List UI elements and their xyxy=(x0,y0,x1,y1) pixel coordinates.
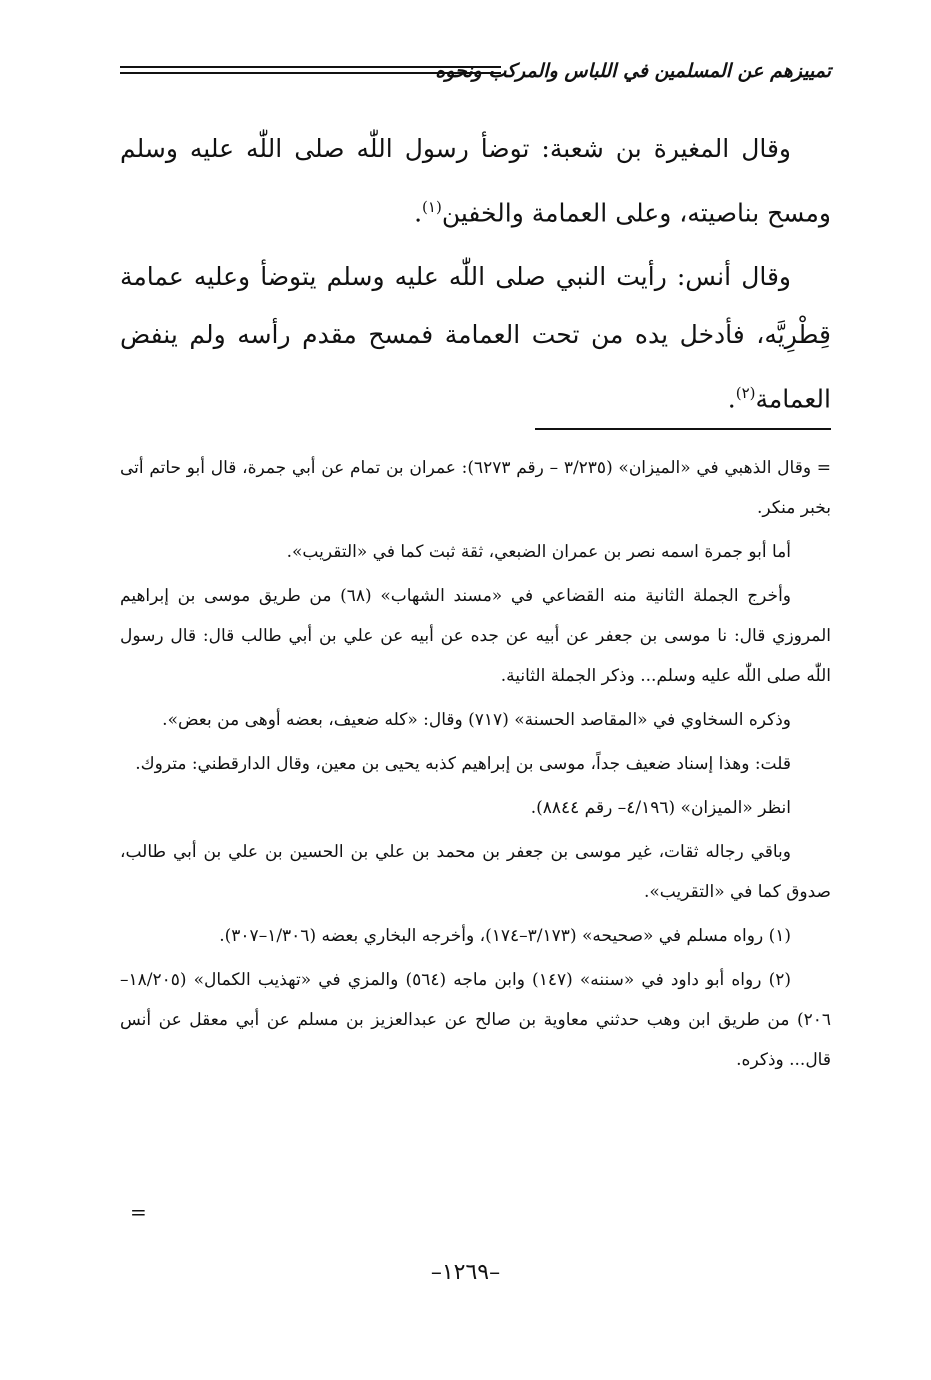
footnote-ref-2[interactable]: (٢) xyxy=(735,384,756,403)
continuation-mark: = xyxy=(130,1200,147,1224)
footnote-continued-4: وذكره السخاوي في «المقاصد الحسنة» (٧١٧) وقال: «كله ضعيف، بعضه أوهى من بعض». xyxy=(162,710,791,730)
footnotes xyxy=(120,448,831,1084)
page-number: –١٢٦٩– xyxy=(430,1260,501,1285)
footnote-continued-1: = وقال الذهبي في «الميزان» (٣/٢٣٥ – رقم ٦٢٧٣): عمران بن تمام عن أبي جمرة، قال أبو حاتم أتى بخبر منكر. xyxy=(120,458,831,518)
paragraph-1-end: . xyxy=(414,198,423,228)
running-header xyxy=(120,58,831,88)
paragraph-2-text: وقال أنس: رأيت النبي صلى اللّٰه عليه وسلم يتوضأ وعليه عمامة قِطْرِيَّه، فأدخل يده من تحت العمامة فمسح مقدم رأسه ولم ينفض العمامة xyxy=(120,262,831,414)
footnote-continued-7: وباقي رجاله ثقات، غير موسى بن جعفر بن محمد بن علي بن الحسين بن علي بن أبي طالب، صدوق كما في «التقريب». xyxy=(120,842,831,902)
footnote-continued-2: أما أبو جمرة اسمه نصر بن عمران الضبعي، ثقة ثبت كما في «التقريب». xyxy=(286,542,791,562)
paragraph-2 xyxy=(120,248,831,428)
footnote-ref-1[interactable]: (١) xyxy=(422,198,442,216)
footnote-continued-6: انظر «الميزان» (٤/١٩٦– رقم ٨٨٤٤). xyxy=(530,798,791,818)
paragraph-1-text: وقال المغيرة بن شعبة: توضأ رسول اللّٰه صلى اللّٰه عليه وسلم ومسح بناصيته، وعلى العمامة والخفين xyxy=(120,134,831,228)
footnote-1: (١) رواه مسلم في «صحيحه» (٣/١٧٣–١٧٤)، وأخرجه البخاري بعضه (١/٣٠٦–٣٠٧). xyxy=(219,926,791,946)
header-title: تمييزهم عن المسلمين في اللباس والمركب ونحوه xyxy=(435,60,831,82)
footnote-separator xyxy=(535,428,831,430)
paragraph-2-end: . xyxy=(727,384,736,414)
paragraph-1 xyxy=(120,120,831,242)
main-text xyxy=(120,120,831,435)
footnote-continued-3: وأخرج الجملة الثانية منه القضاعي في «مسند الشهاب» (٦٨) من طريق موسى بن إبراهيم المروزي قال: نا موسى بن جعفر عن أبيه عن جده عن أبيه عن علي بن أبي طالب قال: قال رسول اللّٰه صلى اللّٰه عليه وسلم... وذكر الجملة الثانية. xyxy=(120,586,831,686)
header-rule xyxy=(120,66,501,78)
footnote-continued-5: قلت: وهذا إسناد ضعيف جداً، موسى بن إبراهيم كذبه يحيى بن معين، وقال الدارقطني: متروك. xyxy=(135,754,791,774)
footnote-2: (٢) رواه أبو داود في «سننه» (١٤٧) وابن ماجه (٥٦٤) والمزي في «تهذيب الكمال» (١٨/٢٠٥–٢٠٦) من طريق ابن وهب حدثني معاوية بن صالح عن عبدالعزيز بن مسلم عن أبي معقل عن أنس قال... وذكره. xyxy=(120,970,831,1070)
